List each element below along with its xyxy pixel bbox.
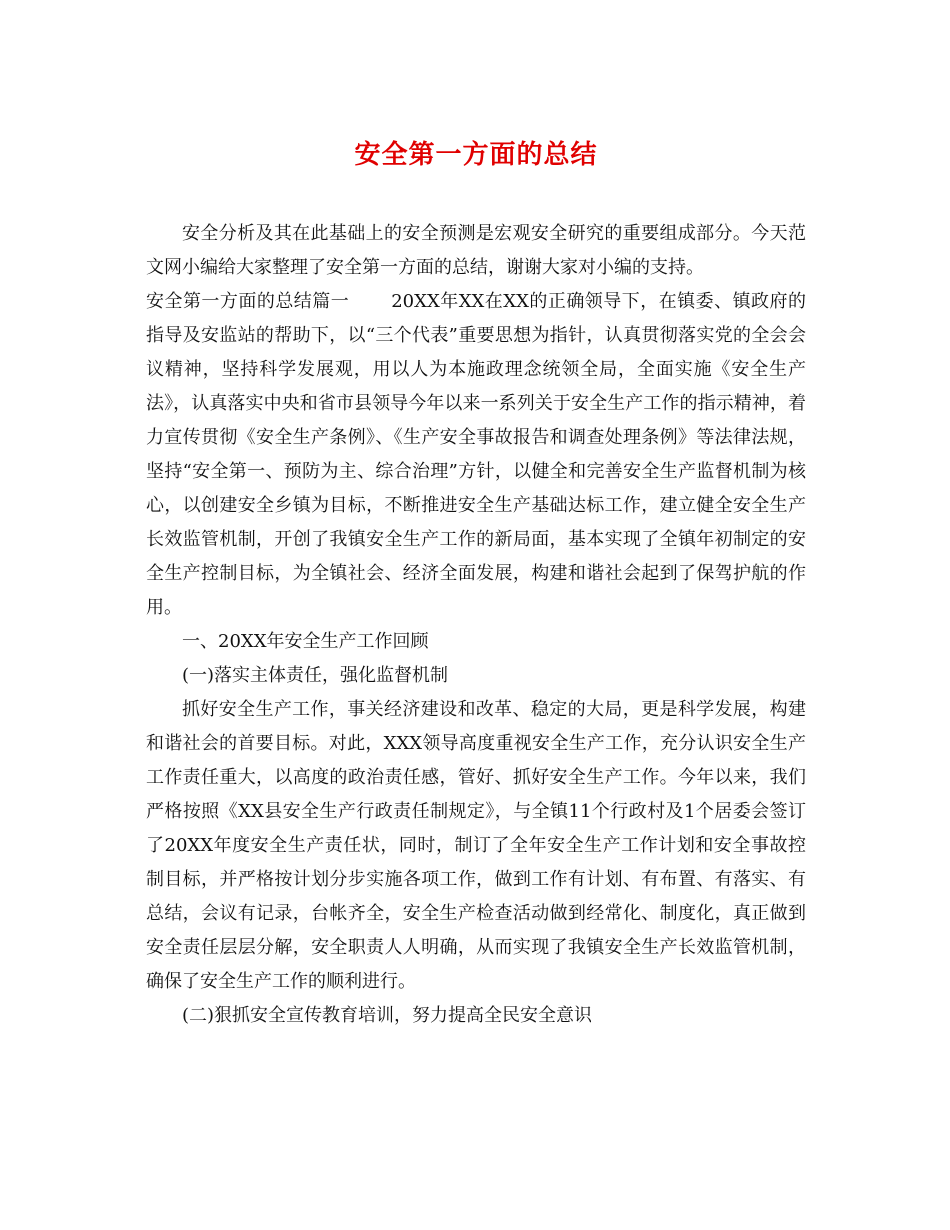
document-title: 安全第一方面的总结 (354, 140, 598, 170)
document-page (146, 140, 806, 1033)
heading-review: 一、20XX年安全生产工作回顾 (182, 631, 429, 653)
section-body: 20XX年XX在XX的正确领导下，在镇委、镇政府的指导及安监站的帮助下，以“三个代表”重要思想为指针，认真贯彻落实党的全会会议精神，坚持科学发展观，用以人为本施政理念统领全局，全面实施《安全生产法》，认真落实中央和省市县领导今年以来一系列关于安全生产工作的指示精神，着力宣传贯彻《安全生产条例》、《生产安全事故报告和调查处理条例》等法律法规，坚持“安全第一、预防为主、综合治理”方针，以健全和完善安全生产监督机制为核心，以创建安全乡镇为目标，不断推进安全生产基础达标工作，建立健全安全生产长效监管机制，开创了我镇安全生产工作的新局面，基本实现了全镇年初制定的安全生产控制目标，为全镇社会、经济全面发展，构建和谐社会起到了保驾护航的作用。 (146, 291, 807, 619)
responsibility-paragraph: 抓好安全生产工作，事关经济建设和改革、稳定的大局，更是科学发展，构建和谐社会的首要目标。对此，XXX领导高度重视安全生产工作，充分认识安全生产工作责任重大，以高度的政治责任感，管好、抓好安全生产工作。今年以来，我们严格按照《XX县安全生产行政责任制规定》，与全镇11个行政村及1个居委会签订了20XX年度安全生产责任状，同时，制订了全年安全生产工作计划和安全事故控制目标，并严格按计划分步实施各项工作，做到工作有计划、有布置、有落实、有总结，会议有记录，台帐齐全，安全生产检查活动做到经常化、制度化，真正做到安全责任层层分解，安全职责人人明确，从而实现了我镇安全生产长效监管机制，确保了安全生产工作的顺利进行。 (146, 699, 806, 993)
section-paragraph (146, 285, 806, 625)
subheading-education: (二)狠抓安全宣传教育培训，努力提高全民安全意识 (182, 1005, 593, 1027)
intro-paragraph: 安全分析及其在此基础上的安全预测是宏观安全研究的重要组成部分。今天范文网小编给大家整理了安全第一方面的总结，谢谢大家对小编的支持。 (146, 223, 806, 279)
section-label: 安全第一方面的总结篇一 (146, 291, 350, 313)
subheading-responsibility: (一)落实主体责任，强化监督机制 (182, 665, 449, 687)
